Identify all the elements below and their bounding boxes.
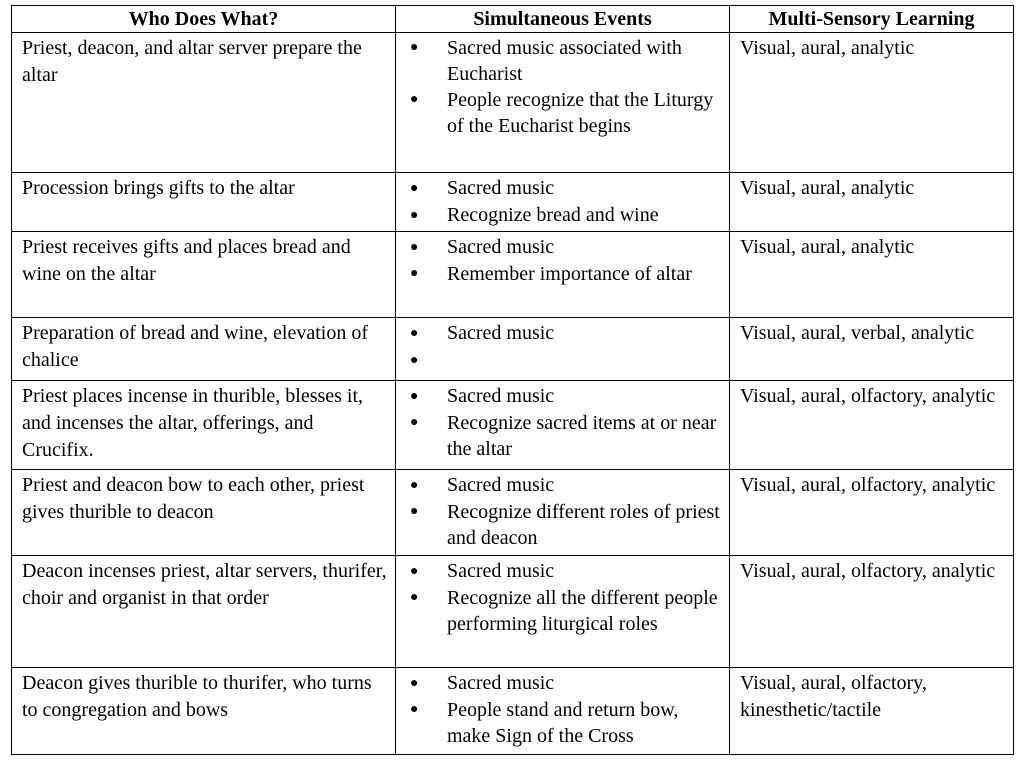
header-row xyxy=(12,6,1014,33)
learning-cell: Visual, aural, olfactory, analytic xyxy=(730,470,1014,556)
table-row xyxy=(12,668,1014,755)
table-row xyxy=(12,470,1014,556)
table-row xyxy=(12,318,1014,381)
event-item: ● Sacred music xyxy=(396,383,723,410)
event-item: ● Remember importance of altar xyxy=(410,263,692,285)
bullet-icon: ● xyxy=(410,181,419,196)
who-cell: Priest places incense in thurible, blesses it, and incenses the altar, offerings, and Crucifix. xyxy=(12,381,396,470)
table-body xyxy=(12,33,1014,755)
event-item: ● People recognize that the Liturgy of the Eucharist begins xyxy=(410,89,714,137)
bullet-icon: ● xyxy=(410,478,419,493)
events-list xyxy=(396,470,729,553)
events-cell xyxy=(396,556,730,668)
bullet-icon: ● xyxy=(410,389,419,404)
learning-cell: Visual, aural, olfactory, analytic xyxy=(730,556,1014,668)
bullet-icon: ● xyxy=(410,92,419,107)
bullet-icon: ● xyxy=(410,590,419,605)
who-cell: Deacon gives thurible to thurifer, who turns to congregation and bows xyxy=(12,668,396,755)
bullet-icon: ● xyxy=(410,504,419,519)
events-list xyxy=(396,668,729,751)
who-cell: Priest and deacon bow to each other, priest gives thurible to deacon xyxy=(12,470,396,556)
event-item: ● Sacred music xyxy=(396,175,723,202)
event-item: ● Recognize all the different people performing liturgical roles xyxy=(410,587,718,635)
event-item: ● Recognize different roles of priest and deacon xyxy=(410,501,720,549)
events-cell xyxy=(396,668,730,755)
event-item: ● Sacred music xyxy=(396,472,723,499)
events-cell xyxy=(396,470,730,556)
learning-cell: Visual, aural, analytic xyxy=(730,232,1014,318)
event-item: ● Sacred music xyxy=(396,670,723,697)
bullet-icon: ● xyxy=(410,702,419,717)
events-cell xyxy=(396,33,730,173)
events-cell xyxy=(396,381,730,470)
events-cell xyxy=(396,232,730,318)
bullet-icon: ● xyxy=(410,266,419,281)
bullet-icon: ● xyxy=(410,353,419,368)
event-item: ● Recognize bread and wine xyxy=(396,202,723,229)
bullet-icon: ● xyxy=(410,208,419,223)
who-cell: Deacon incenses priest, altar servers, thurifer, choir and organist in that order xyxy=(12,556,396,668)
event-item: ● Sacred music xyxy=(396,320,723,347)
bullet-icon: ● xyxy=(410,326,419,341)
who-cell: Priest receives gifts and places bread and wine on the altar xyxy=(12,232,396,318)
header-simultaneous-events: Simultaneous Events xyxy=(396,6,730,33)
event-item: ● People stand and return bow, make Sign of the Cross xyxy=(410,699,679,747)
bullet-icon: ● xyxy=(410,676,419,691)
table-row xyxy=(12,173,1014,232)
bullet-icon: ● xyxy=(410,564,419,579)
who-cell: Priest, deacon, and altar server prepare the altar xyxy=(12,33,396,173)
event-item: ● Recognize sacred items at or near the altar xyxy=(410,412,717,460)
bullet-icon: ● xyxy=(410,40,419,55)
learning-cell: Visual, aural, analytic xyxy=(730,33,1014,173)
table-row xyxy=(12,33,1014,173)
event-item xyxy=(396,347,723,374)
learning-cell: Visual, aural, verbal, analytic xyxy=(730,318,1014,381)
events-list xyxy=(396,556,729,639)
table-row xyxy=(12,556,1014,668)
header-multi-sensory-learning: Multi-Sensory Learning xyxy=(730,6,1014,33)
event-item: ● Sacred music associated with Eucharist xyxy=(410,37,682,85)
events-cell xyxy=(396,173,730,232)
events-list xyxy=(396,33,729,141)
table-row xyxy=(12,232,1014,318)
learning-cell: Visual, aural, olfactory, kinesthetic/tactile xyxy=(730,668,1014,755)
learning-cell: Visual, aural, analytic xyxy=(730,173,1014,232)
table-row xyxy=(12,381,1014,470)
events-list xyxy=(396,318,729,376)
bullet-icon: ● xyxy=(410,240,419,255)
event-item: ● Sacred music xyxy=(396,558,723,585)
header-who-does-what: Who Does What? xyxy=(12,6,396,33)
who-cell: Procession brings gifts to the altar xyxy=(12,173,396,232)
liturgy-table xyxy=(11,5,1014,755)
events-list xyxy=(396,232,729,290)
bullet-icon: ● xyxy=(410,415,419,430)
who-cell: Preparation of bread and wine, elevation of chalice xyxy=(12,318,396,381)
events-list xyxy=(396,381,729,464)
events-list xyxy=(396,173,729,231)
events-cell xyxy=(396,318,730,381)
learning-cell: Visual, aural, olfactory, analytic xyxy=(730,381,1014,470)
event-item: ● Sacred music xyxy=(396,234,723,261)
